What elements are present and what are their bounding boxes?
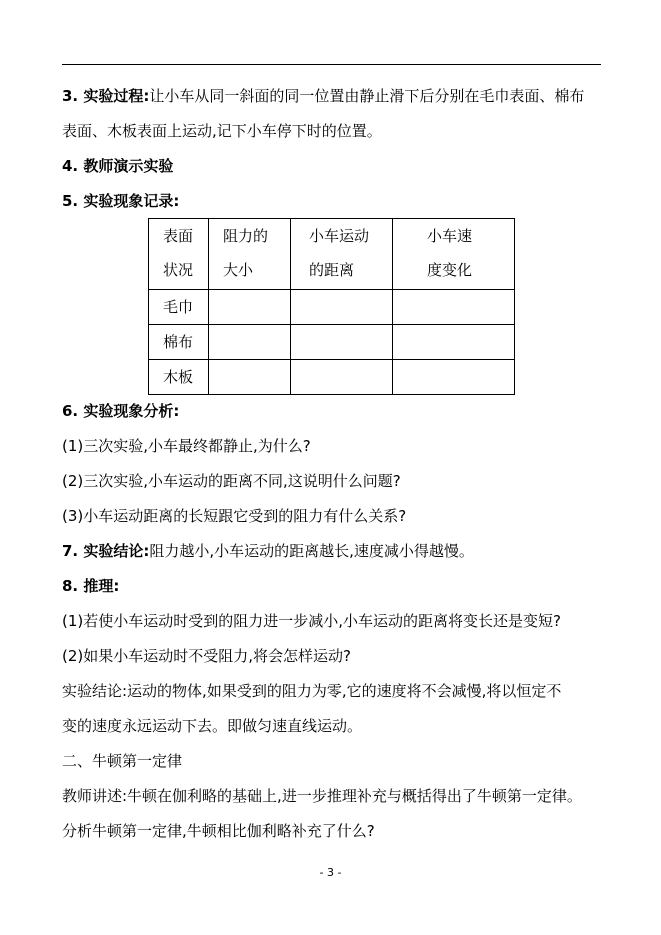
s7-text: 阻力越小,小车运动的距离越长,速度减小得越慢。 bbox=[149, 542, 474, 560]
s5-heading: 5. 实验现象记录: bbox=[62, 192, 180, 210]
s6-q2: (2)三次实验,小车运动的距离不同,这说明什么问题? bbox=[62, 472, 401, 490]
s7-label: 7. 实验结论: bbox=[62, 542, 150, 560]
header-rule bbox=[62, 64, 601, 65]
s3-line1 bbox=[62, 86, 584, 106]
s7-line bbox=[62, 541, 474, 561]
empty-cell bbox=[393, 290, 515, 325]
table-header-cell: 阻力的 大小 bbox=[209, 219, 291, 290]
table-row bbox=[149, 325, 515, 360]
teacher-line2: 分析牛顿第一定律,牛顿相比伽利略补充了什么? bbox=[62, 822, 375, 840]
table-row bbox=[149, 290, 515, 325]
table-header-row bbox=[149, 219, 515, 290]
row-label: 木板 bbox=[149, 360, 209, 395]
page-number: - 3 - bbox=[319, 866, 342, 879]
s8-q2: (2)如果小车运动时不受阻力,将会怎样运动? bbox=[62, 647, 351, 665]
table-header-cell: 小车速 度变化 bbox=[393, 219, 515, 290]
s8-heading: 8. 推理: bbox=[62, 577, 120, 595]
s8-q1: (1)若使小车运动时受到的阻力进一步减小,小车运动的距离将变长还是变短? bbox=[62, 612, 561, 630]
empty-cell bbox=[209, 290, 291, 325]
table-row bbox=[149, 360, 515, 395]
record-table bbox=[148, 218, 515, 395]
s3-label: 3. 实验过程: bbox=[62, 87, 150, 105]
empty-cell bbox=[291, 360, 393, 395]
empty-cell bbox=[291, 290, 393, 325]
section2-title: 二、牛顿第一定律 bbox=[62, 752, 183, 770]
s6-heading: 6. 实验现象分析: bbox=[62, 402, 180, 420]
teacher-line1: 教师讲述:牛顿在伽利略的基础上,进一步推理补充与概括得出了牛顿第一定律。 bbox=[62, 787, 582, 805]
empty-cell bbox=[393, 360, 515, 395]
s6-q1: (1)三次实验,小车最终都静止,为什么? bbox=[62, 437, 311, 455]
conclusion-line2: 变的速度永远运动下去。即做匀速直线运动。 bbox=[62, 717, 363, 735]
s4-heading: 4. 教师演示实验 bbox=[62, 157, 174, 175]
empty-cell bbox=[209, 325, 291, 360]
empty-cell bbox=[209, 360, 291, 395]
table-header-cell: 小车运动 的距离 bbox=[291, 219, 393, 290]
s3-text1: 让小车从同一斜面的同一位置由静止滑下后分别在毛巾表面、棉布 bbox=[149, 87, 585, 105]
conclusion-line1: 实验结论:运动的物体,如果受到的阻力为零,它的速度将不会减慢,将以恒定不 bbox=[62, 682, 562, 700]
s3-line2: 表面、木板表面上运动,记下小车停下时的位置。 bbox=[62, 122, 382, 140]
empty-cell bbox=[291, 325, 393, 360]
empty-cell bbox=[393, 325, 515, 360]
row-label: 棉布 bbox=[149, 325, 209, 360]
s6-q3: (3)小车运动距离的长短跟它受到的阻力有什么关系? bbox=[62, 507, 407, 525]
table-header-cell: 表面 状况 bbox=[149, 219, 209, 290]
row-label: 毛巾 bbox=[149, 290, 209, 325]
